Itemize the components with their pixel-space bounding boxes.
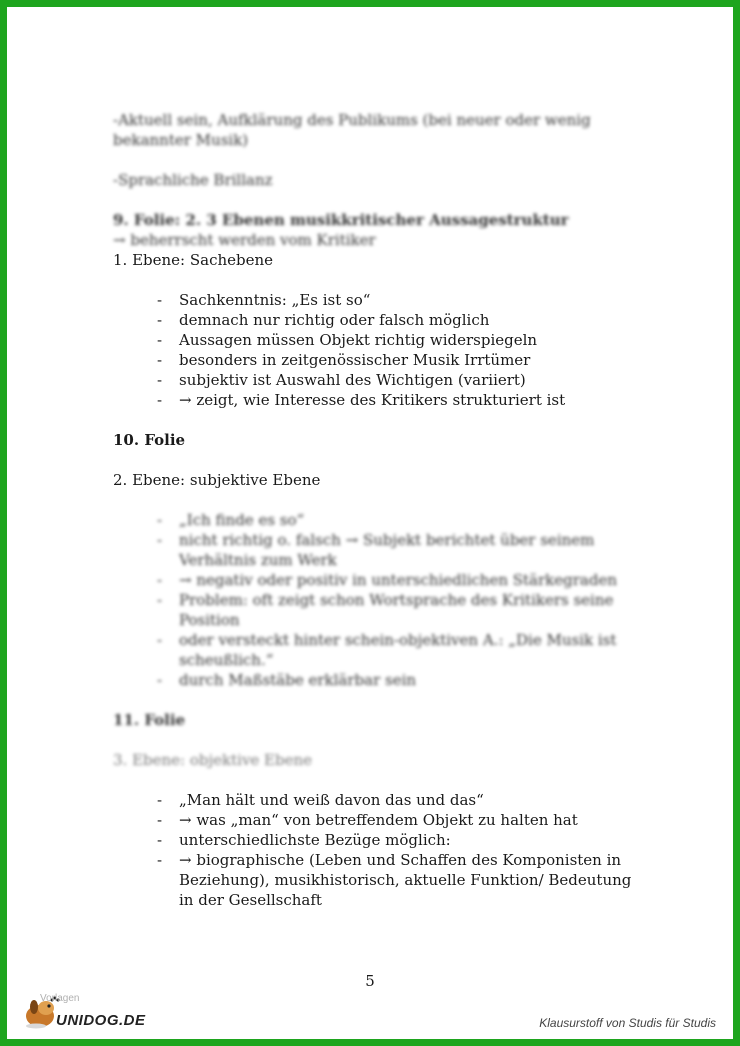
list-item-text: → zeigt, wie Interesse des Kritikers strukturiert ist	[179, 391, 566, 409]
folie9-subline: → beherrscht werden vom Kritiker	[113, 231, 376, 249]
dash-mark: -	[157, 391, 163, 409]
dash-mark: -	[157, 591, 163, 609]
dash-mark: -	[157, 831, 163, 849]
dash-mark: -	[157, 571, 163, 589]
dash-mark: -	[157, 511, 163, 529]
list-item-text: Aussagen müssen Objekt richtig widerspiegeln	[179, 331, 538, 349]
list-item	[157, 850, 633, 910]
folie10-list	[113, 510, 633, 690]
dash-mark: -	[157, 371, 163, 389]
page-number: 5	[365, 972, 375, 990]
list-item-text: „Man hält und weiß davon das und das“	[179, 791, 484, 809]
list-item	[157, 790, 633, 810]
dash-mark: -	[157, 631, 163, 649]
list-item	[157, 370, 633, 390]
folie10-ebene: 2. Ebene: subjektive Ebene	[113, 471, 321, 489]
list-item-text: Sachkenntnis: „Es ist so“	[179, 291, 371, 309]
list-item	[157, 810, 633, 830]
list-item-text: subjektiv ist Auswahl des Wichtigen (variiert)	[179, 371, 526, 389]
list-item	[157, 670, 633, 690]
list-item-text: oder versteckt hinter schein-objektiven A.: „Die Musik ist scheußlich.“	[179, 631, 617, 669]
logo-subtitle: Vorlagen	[40, 993, 80, 1004]
folie11-list	[113, 790, 633, 910]
dash-mark: -	[157, 811, 163, 829]
folie9-list	[113, 290, 633, 410]
folie10-heading: 10. Folie	[113, 431, 186, 449]
folie11-ebene: 3. Ebene: objektive Ebene	[113, 751, 313, 769]
list-item	[157, 390, 633, 410]
dash-mark: -	[157, 331, 163, 349]
list-item-text: → was „man“ von betreffendem Objekt zu halten hat	[179, 811, 578, 829]
logo-wordmark: UNIDOG.DE	[56, 1012, 146, 1029]
footer-tagline: Klausurstoff von Studis für Studis	[539, 1016, 716, 1030]
list-item	[157, 310, 633, 330]
list-item-text: nicht richtig o. falsch → Subjekt berichtet über seinem Verhältnis zum Werk	[179, 531, 595, 569]
list-item	[157, 630, 633, 670]
dash-mark: -	[157, 351, 163, 369]
list-item	[157, 570, 633, 590]
list-item-text: demnach nur richtig oder falsch möglich	[179, 311, 490, 329]
list-item-text: → negativ oder positiv in unterschiedlichen Stärkegraden	[179, 571, 617, 589]
list-item-text: „Ich finde es so“	[179, 511, 305, 529]
list-item	[157, 350, 633, 370]
folie9-ebene: 1. Ebene: Sachebene	[113, 251, 274, 269]
list-item-text: durch Maßstäbe erklärbar sein	[179, 671, 417, 689]
dash-mark: -	[157, 851, 163, 869]
intro-line-2: -Sprachliche Brillanz	[113, 171, 273, 189]
list-item	[157, 290, 633, 310]
folie11-heading: 11. Folie	[113, 711, 186, 729]
list-item-text: besonders in zeitgenössischer Musik Irrtümer	[179, 351, 531, 369]
dash-mark: -	[157, 291, 163, 309]
intro-line-1: -Aktuell sein, Aufklärung des Publikums (bei neuer oder wenig bekannter Musik)	[113, 111, 591, 149]
list-item-text: unterschiedlichste Bezüge möglich:	[179, 831, 451, 849]
document-body	[113, 110, 633, 910]
list-item	[157, 530, 633, 570]
dash-mark: -	[157, 311, 163, 329]
list-item-text: Problem: oft zeigt schon Wortsprache des Kritikers seine Position	[179, 591, 614, 629]
list-item	[157, 830, 633, 850]
list-item-text: → biographische (Leben und Schaffen des Komponisten in Beziehung), musikhistorisch, aktuelle Funktion/ Bedeutung in der Gesellschaft	[179, 851, 632, 909]
list-item	[157, 330, 633, 350]
dash-mark: -	[157, 531, 163, 549]
list-item	[157, 510, 633, 530]
dash-mark: -	[157, 671, 163, 689]
dash-mark: -	[157, 791, 163, 809]
list-item	[157, 590, 633, 630]
folie9-heading: 9. Folie: 2. 3 Ebenen musikkritischer Aussagestruktur	[113, 211, 569, 229]
